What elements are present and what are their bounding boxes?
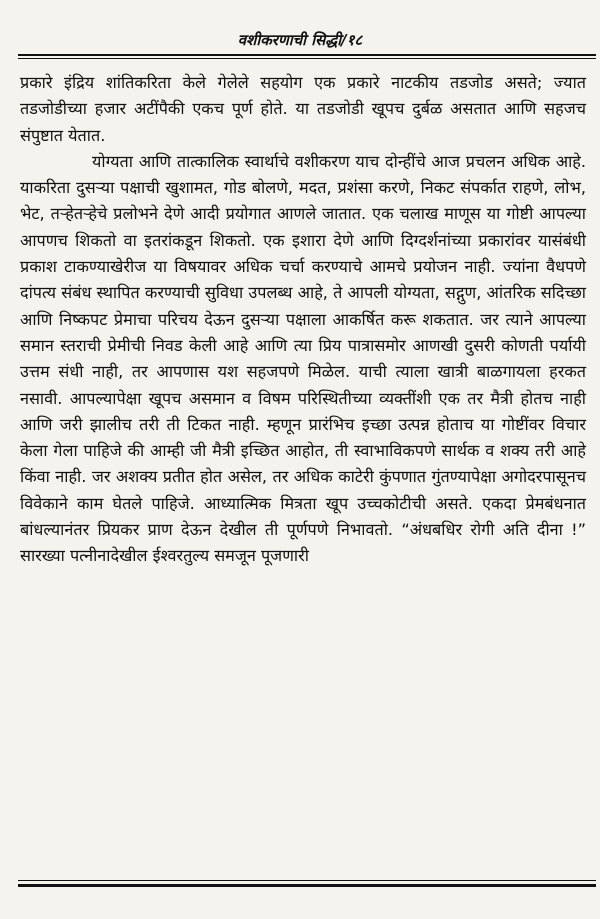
running-header: वशीकरणाची सिद्धी/१८ xyxy=(237,31,363,49)
paragraph-continuation: प्रकारे इंद्रिय शांतिकरिता केले गेलेले सहयोग एक प्रकारे नाटकीय तडजोड असते; ज्यात तडजोडीच्या हजार अटींपैकी एकच पूर्ण होते. या तडजोडी खूपच दुर्बळ असतात आणि सहजच संपुष्टात येतात. xyxy=(20,73,586,145)
footer-rule-thin xyxy=(18,880,596,881)
footer-rule-thick xyxy=(18,884,596,887)
body-text xyxy=(20,70,586,570)
paragraph-main: योग्यता आणि तात्कालिक स्वार्थाचे वशीकरण याच दोन्हींचे आज प्रचलन अधिक आहे. याकरिता दुसऱ्या पक्षाची खुशामत, गोड बोलणे, मदत, प्रशंसा करणे, निकट संपर्कात राहणे, लोभ, भेट, तऱ्हेतऱ्हेचे प्रलोभने देणे आदी प्रयोगात आणले जातात. एक चलाख माणूस या गोष्टी आपल्या आपणच शिकतो वा इतरांकडून शिकतो. एक इशारा देणे आणि दिग्दर्शनांच्या प्रकारांवर यासंबंधी प्रकाश टाकण्याखेरीज या विषयावर अधिक चर्चा करण्याचे आमचे प्रयोजन नाही. ज्यांना वैधपणे दांपत्य संबंध स्थापित करण्याची सुविधा उपलब्ध आहे, ते आपली योग्यता, सद्गुण, आंतरिक सदिच्छा आणि निष्कपट प्रेमाचा परिचय देऊन दुसऱ्या पक्षाला आकर्षित करू शकतात. जर त्याने आपल्या समान स्तराची प्रेमीची निवड केली आहे आणि त्या प्रिय पात्रासमोर आणखी दुसरी कोणती पर्यायी उत्तम संधी नाही, तर आपणास यश सहजपणे मिळेल. याची त्याला खात्री बाळगायला हरकत नसावी. आपल्यापेक्षा खूपच असमान व विषम परिस्थितीच्या व्यक्तींशी एक तर मैत्री होतच नाही आणि जरी झालीच तरी ती टिकत नाही. म्हणून प्रारंभिच इच्छा उत्पन्न होताच या गोष्टींवर विचार केला गेला पाहिजे की आम्ही जी मैत्री इच्छित आहोत, ती स्वाभाविकपणे सार्थक व शक्य तरी आहे किंवा नाही. जर अशक्य प्रतीत होत असेल, तर अधिक काटेरी कुंपणात गुंतण्यापेक्षा अगोदरपासूनच विवेकाने काम घेतले पाहिजे. आध्यात्मिक मित्रता खूप उच्चकोटीची असते. एकदा प्रेमबंधनात बांधल्यानंतर प्रियकर प्राण देऊन देखील ती पूर्णपणे निभावतो. “अंधबधिर रोगी अति दीना !” सारख्या पत्नीनादेखील ईश्वरतुल्य समजून पूजणारी xyxy=(20,151,586,566)
header-rule-thick xyxy=(18,54,596,56)
header-rule-thin xyxy=(18,58,596,59)
